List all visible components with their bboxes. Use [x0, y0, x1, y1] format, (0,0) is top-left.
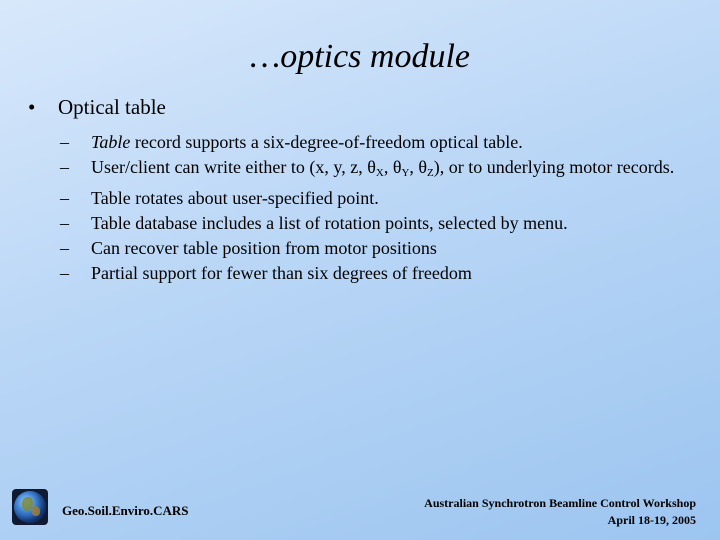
- sub-bullet-table-record: [60, 130, 700, 155]
- sub-bullet-text: Partial support for fewer than six degrees of freedom: [91, 263, 472, 283]
- bullet-marker: •: [28, 95, 36, 119]
- footer-workshop: [424, 495, 696, 529]
- dash-marker: –: [60, 213, 69, 233]
- emphasis-table: Table: [91, 132, 131, 152]
- globe-land: [31, 506, 40, 516]
- dash-marker: –: [60, 132, 69, 152]
- footer-workshop-date: April 18-19, 2005: [607, 513, 696, 527]
- sub-bullet-text: Table rotates about user-specified point.: [91, 188, 379, 208]
- sub-bullet-database: [60, 211, 700, 236]
- footer-org-name: Geo.Soil.Enviro.CARS: [62, 503, 189, 518]
- sub-bullet-text: User/client can write either to (x, y, z, $\theta_X$, $\theta_Y$, $\theta_Z$), or to underlying motor records.: [91, 157, 675, 179]
- sub-bullet-text: Table record supports a six-degree-of-freedom optical table.: [91, 132, 523, 152]
- dash-marker: –: [60, 238, 69, 258]
- sub-bullet-user-client: [60, 155, 700, 186]
- sub-bullet-rotation-point: [60, 186, 700, 211]
- dash-marker: –: [60, 263, 69, 283]
- dash-marker: –: [60, 188, 69, 208]
- globe-icon: [14, 491, 46, 523]
- footer-workshop-title: Australian Synchrotron Beamline Control Workshop: [424, 496, 696, 510]
- sub-bullet-partial-support: [60, 261, 700, 286]
- dash-marker: –: [60, 157, 69, 177]
- sub-bullet-text: Can recover table position from motor positions: [91, 238, 437, 258]
- sub-bullet-list: [60, 130, 700, 286]
- sub-bullet-recover: [60, 236, 700, 261]
- sub-bullet-text: Table database includes a list of rotation points, selected by menu.: [91, 213, 568, 233]
- bullet-text: Optical table: [58, 95, 166, 119]
- slide-title: …optics module: [249, 38, 471, 75]
